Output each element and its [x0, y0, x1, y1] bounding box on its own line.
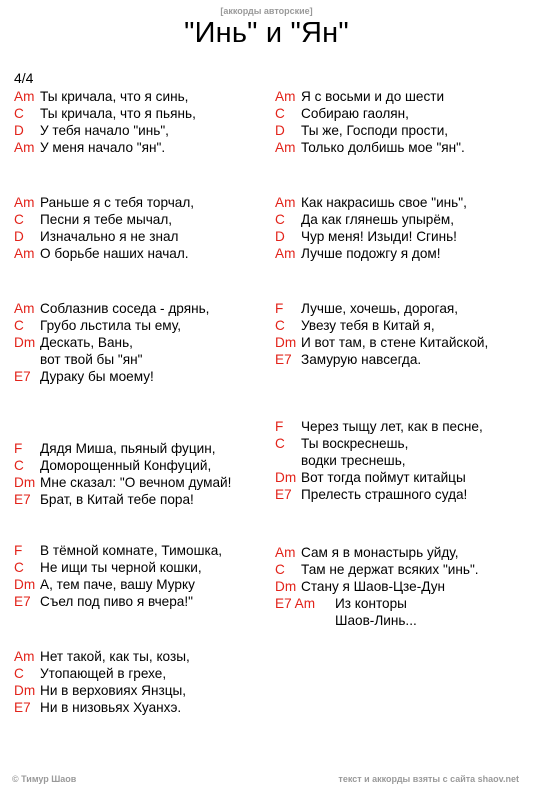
lyric-text: Брат, в Китай тебе пора!	[40, 492, 194, 507]
verse	[14, 194, 264, 300]
lyric-text: Ты воскреснешь,	[301, 436, 409, 451]
chord: Am	[14, 140, 35, 155]
lyric-text: Да как глянешь упырём,	[301, 212, 455, 227]
lyric-text: У тебя начало "инь",	[40, 123, 169, 138]
verse	[14, 440, 264, 542]
chord: F	[14, 441, 23, 456]
lyric-text: Сам я в монастырь уйду,	[301, 545, 459, 560]
lyric-line	[14, 300, 264, 317]
lyric-line	[14, 122, 264, 139]
chord: F	[275, 301, 284, 316]
time-signature: 4/4	[14, 70, 34, 86]
lyric-text: Нет такой, как ты, козы,	[40, 649, 190, 664]
lyric-text: Лучше, хочешь, дорогая,	[301, 301, 459, 316]
chord: E7	[275, 487, 292, 502]
lyric-line	[275, 317, 525, 334]
verse	[14, 648, 264, 754]
chords-note: [аккорды авторские]	[220, 6, 313, 16]
lyric-line	[14, 542, 264, 559]
chord: E7	[14, 492, 31, 507]
chord: C	[275, 562, 285, 577]
verse	[275, 88, 525, 194]
chord: Am	[14, 301, 35, 316]
lyric-line	[275, 139, 525, 156]
lyric-line	[14, 105, 264, 122]
lyric-text: Как накрасишь свое "инь",	[301, 195, 467, 210]
lyric-text: Ты же, Господи прости,	[301, 123, 449, 138]
lyric-text: Утопающей в грехе,	[40, 666, 167, 681]
chord: D	[275, 123, 285, 138]
lyric-line	[275, 228, 525, 245]
chord: C	[14, 560, 24, 575]
chord	[14, 351, 40, 368]
source-note: текст и аккорды взяты с сайта shaov.net	[338, 774, 519, 784]
lyric-text: Лучше подожгу я дом!	[301, 246, 441, 261]
chord: Dm	[14, 475, 36, 490]
chord: Am	[275, 89, 296, 104]
lyric-text: Раньше я с тебя торчал,	[40, 195, 195, 210]
lyric-text: Доморощенный Конфуций,	[40, 458, 212, 473]
chord: Am	[275, 545, 296, 560]
chord: Am	[14, 89, 35, 104]
verse	[275, 544, 525, 650]
verse	[275, 418, 525, 544]
lyric-text: Замурую навсегда.	[301, 352, 422, 367]
lyric-text: Ни в верховиях Янзцы,	[40, 683, 187, 698]
lyric-line	[14, 88, 264, 105]
chord: Dm	[14, 335, 36, 350]
lyric-text: Мне сказал: "О вечном думай!	[40, 475, 232, 490]
chord: Dm	[275, 470, 297, 485]
lyric-line	[14, 351, 264, 368]
lyric-line	[275, 418, 525, 435]
lyric-text: О борьбе наших начал.	[40, 246, 189, 261]
chord	[275, 612, 335, 629]
lyric-line	[275, 486, 525, 503]
chord: C	[14, 666, 24, 681]
song-title: "Инь" и "Ян"	[184, 17, 349, 49]
copyright: © Тимур Шаов	[12, 774, 77, 784]
lyric-line	[275, 105, 525, 122]
lyric-line	[275, 595, 525, 612]
lyric-line	[14, 139, 264, 156]
lyric-text: А, тем паче, вашу Мурку	[40, 577, 195, 592]
lyric-text: Песни я тебе мычал,	[40, 212, 173, 227]
lyric-text: Собираю гаолян,	[301, 106, 409, 121]
lyric-line	[275, 561, 525, 578]
lyric-line	[14, 665, 264, 682]
lyric-line	[14, 317, 264, 334]
lyric-line	[275, 452, 525, 469]
lyric-line	[275, 211, 525, 228]
chord: Dm	[275, 335, 297, 350]
chord: E7	[14, 369, 31, 384]
chord: D	[275, 229, 285, 244]
lyric-text: Соблазнив соседа - дрянь,	[40, 301, 210, 316]
lyric-line	[14, 576, 264, 593]
verse	[275, 194, 525, 300]
chord: F	[275, 419, 284, 434]
verse	[275, 300, 525, 418]
chord: C	[275, 212, 285, 227]
lyric-line	[275, 88, 525, 105]
lyric-text: Грубо льстила ты ему,	[40, 318, 182, 333]
chord: Am	[14, 195, 35, 210]
lyric-text: И вот там, в стене Китайской,	[301, 335, 489, 350]
lyric-text: У меня начало "ян".	[40, 140, 166, 155]
chord: Am	[275, 246, 296, 261]
lyric-line	[14, 648, 264, 665]
lyric-line	[275, 194, 525, 211]
verse	[14, 542, 264, 648]
lyric-text: Я с восьми и до шести	[301, 89, 445, 104]
lyric-text: Дядя Миша, пьяный фуцин,	[40, 441, 216, 456]
verse	[14, 88, 264, 194]
lyric-text: Изначально я не знал	[40, 229, 179, 244]
chord	[275, 452, 301, 469]
lyric-text: Ты кричала, что я пьянь,	[40, 106, 196, 121]
chord: E7	[14, 700, 31, 715]
lyric-line	[275, 469, 525, 486]
lyric-text: Там не держат всяких "инь".	[301, 562, 479, 577]
lyric-line	[275, 245, 525, 262]
lyric-line	[14, 368, 264, 385]
lyric-line	[14, 559, 264, 576]
lyric-line	[14, 682, 264, 699]
lyric-text: Шаов-Линь...	[335, 613, 417, 628]
lyric-line	[275, 334, 525, 351]
lyric-text: Из конторы	[335, 596, 407, 611]
lyric-line	[14, 491, 264, 508]
lyric-line	[275, 435, 525, 452]
chord: C	[275, 318, 285, 333]
chord: Dm	[14, 577, 36, 592]
lyric-text: Увезу тебя в Китай я,	[301, 318, 435, 333]
lyric-line	[275, 300, 525, 317]
right-column	[275, 88, 525, 650]
lyric-text: В тёмной комнате, Тимошка,	[40, 543, 223, 558]
chord: C	[14, 106, 24, 121]
chord: C	[275, 436, 285, 451]
lyric-line	[275, 612, 525, 629]
chord: C	[14, 212, 24, 227]
lyric-text: Ты кричала, что я синь,	[40, 89, 189, 104]
lyric-line	[14, 457, 264, 474]
lyric-line	[275, 544, 525, 561]
chord: C	[14, 318, 24, 333]
lyric-line	[14, 474, 264, 491]
lyric-text: Стану я Шаов-Цзе-Дун	[301, 579, 446, 594]
lyric-line	[14, 228, 264, 245]
lyric-line	[14, 699, 264, 716]
verse	[14, 300, 264, 440]
lyric-text: Дескать, Вань,	[40, 335, 133, 350]
lyric-text: Дураку бы моему!	[40, 369, 154, 384]
chord: C	[275, 106, 285, 121]
lyric-line	[14, 211, 264, 228]
lyric-text: Только долбишь мое "ян".	[301, 140, 465, 155]
lyric-line	[14, 593, 264, 610]
chord: D	[14, 229, 24, 244]
lyric-line	[275, 351, 525, 368]
chord: E7	[275, 352, 292, 367]
chord: C	[14, 458, 24, 473]
lyric-line	[275, 578, 525, 595]
lyric-line	[14, 334, 264, 351]
lyric-text: Через тыщу лет, как в песне,	[301, 419, 483, 434]
lyric-text: Чур меня! Изыди! Сгинь!	[301, 229, 457, 244]
chord: E7	[14, 594, 31, 609]
chord: E7 Am	[275, 596, 316, 611]
chord: Am	[275, 140, 296, 155]
lyric-line	[14, 440, 264, 457]
lyric-text: Ни в низовьях Хуанхэ.	[40, 700, 182, 715]
lyric-text: Вот тогда поймут китайцы	[301, 470, 466, 485]
chord: Am	[275, 195, 296, 210]
chord: F	[14, 543, 23, 558]
lyric-text: Съел под пиво я вчера!"	[40, 594, 193, 609]
chord: D	[14, 123, 24, 138]
chord: Dm	[275, 579, 297, 594]
chord: Am	[14, 246, 35, 261]
lyric-line	[14, 245, 264, 262]
lyric-text: Не ищи ты черной кошки,	[40, 560, 202, 575]
chord: Am	[14, 649, 35, 664]
lyric-text: вот твой бы "ян"	[40, 352, 143, 367]
left-column	[14, 88, 264, 754]
lyric-text: водки треснешь,	[301, 453, 406, 468]
lyric-line	[275, 122, 525, 139]
lyric-line	[14, 194, 264, 211]
chord: Dm	[14, 683, 36, 698]
lyric-text: Прелесть страшного суда!	[301, 487, 468, 502]
